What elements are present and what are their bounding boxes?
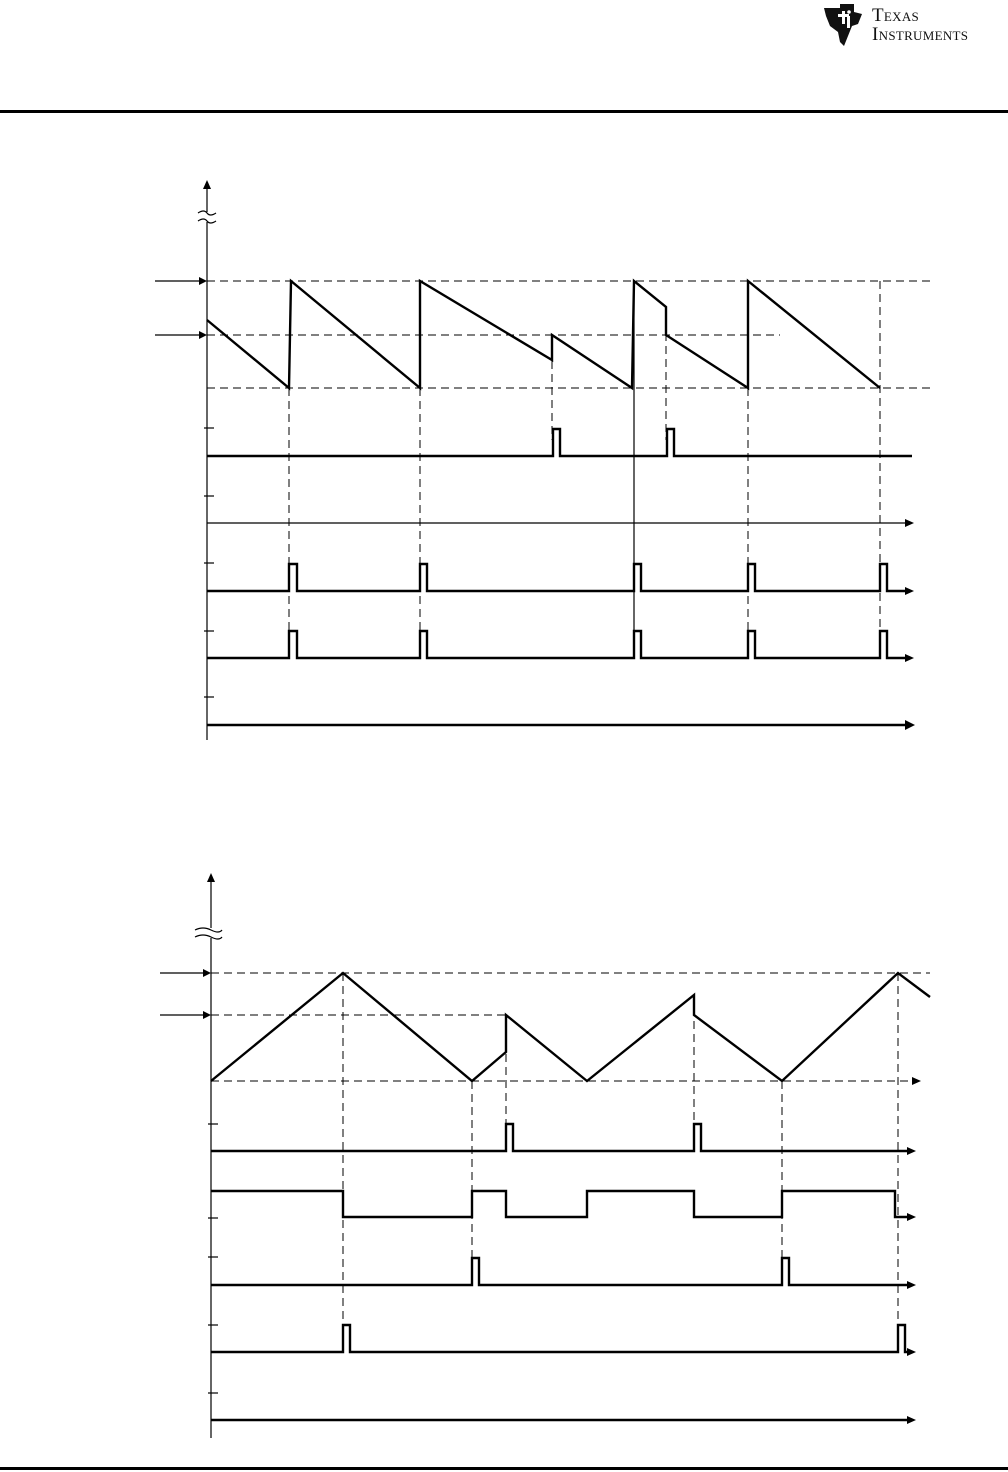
direction-level xyxy=(211,1191,907,1217)
compare-event-pulses xyxy=(207,429,912,456)
arrow-right-icon xyxy=(912,1077,921,1085)
period-event-pulses xyxy=(211,1325,907,1352)
axis-break-icon xyxy=(195,928,222,939)
arrow-right-icon xyxy=(905,720,915,730)
zero-event-pulses xyxy=(211,1258,907,1285)
axis-break-icon xyxy=(198,211,216,223)
arrow-right-icon xyxy=(907,1213,916,1221)
arrow-right-icon xyxy=(905,654,914,662)
arrow-right-icon xyxy=(907,1416,916,1424)
y-axis-arrow-icon xyxy=(207,873,215,882)
event-lines xyxy=(289,281,880,655)
logo-brand-line2: Instruments xyxy=(872,24,969,45)
compare-event-pulses xyxy=(211,1124,907,1151)
arrow-right-icon xyxy=(907,1281,916,1289)
arrow-right-icon xyxy=(907,1147,916,1155)
y-axis-arrow-icon xyxy=(203,180,211,189)
arrow-right-icon xyxy=(905,587,914,595)
arrow-right-icon xyxy=(203,969,211,977)
arrow-right-icon xyxy=(199,277,207,285)
timing-diagram-updown-triangle xyxy=(160,873,930,1438)
event-lines xyxy=(343,973,898,1352)
counter-triangle xyxy=(211,973,930,1081)
axis-ticks xyxy=(204,428,214,697)
arrow-right-icon xyxy=(907,1348,916,1356)
period-event-pulses-2 xyxy=(207,631,906,658)
footer-rule xyxy=(0,1467,1008,1470)
period-event-pulses-1 xyxy=(207,564,906,591)
arrow-right-icon xyxy=(203,1011,211,1019)
arrow-right-icon xyxy=(199,331,207,339)
arrow-right-icon xyxy=(905,519,914,527)
logo-brand-line1: Texas xyxy=(872,5,920,26)
timing-diagram-upcount-sawtooth xyxy=(155,180,935,740)
